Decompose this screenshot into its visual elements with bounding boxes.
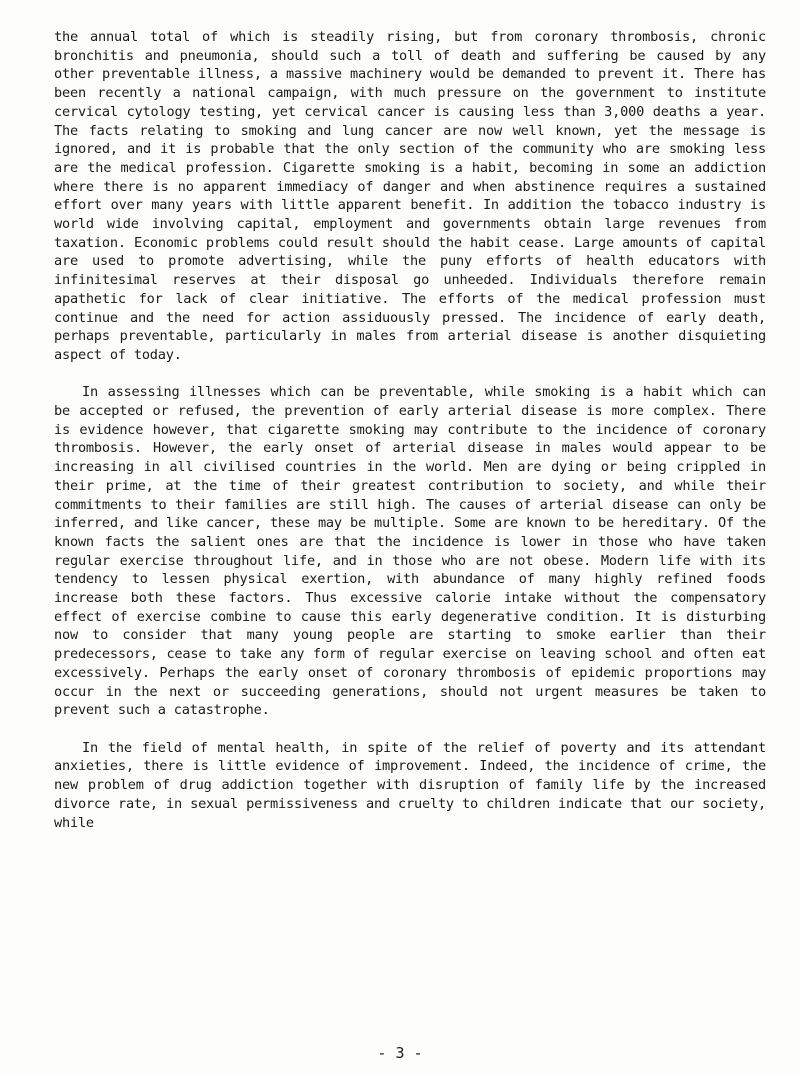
paragraph-2: In assessing illnesses which can be preventable, while smoking is a habit which can be accepted or refused, the prevention of early arterial disease is more complex. There is evidence however, that cigarette smoking may contribute to the incidence of coronary thrombosis. However, the early onset of arterial disease in males would appear to be increasing in all civilised countries in the world. Men are dying or being crippled in their prime, at the time of their greatest contribution to society, and while their commitments to their families are still high. The causes of arterial disease can only be inferred, and like cancer, these may be multiple. Some are known to be hereditary. Of the known facts the salient ones are that the incidence is lower in those who have taken regular exercise throughout life, and in those who are not obese. Modern life with its tendency to lessen physical exertion, with abundance of many highly refined foods increase both these factors. Thus excessive calorie intake without the compensatory effect of exercise combine to cause this early degenerative condition. It is disturbing now to consider that many young people are starting to smoke earlier than their predecessors, cease to take any form of regular exercise on leaving school and often eat excessively. Perhaps the early onset of coronary thrombosis of epidemic proportions may occur in the next or succeeding generations, should not urgent measures be taken to prevent such a catastrophe.: [54, 384, 766, 719]
paragraph-3: In the field of mental health, in spite of the relief of poverty and its attendant anxieties, there is little evidence of improvement. Indeed, the incidence of crime, the new problem of drug addiction together with disruption of family life by the increased divorce rate, in sexual permissiveness and cruelty to children indicate that our society, while: [54, 739, 766, 831]
page-number: - 3 -: [377, 1044, 423, 1062]
paragraph-1: the annual total of which is steadily rising, but from coronary thrombosis, chronic bronchitis and pneumonia, should such a toll of death and suffering be caused by any other preventable illness, a massive machinery would be demanded to prevent it. There has been recently a national campaign, with much pressure on the government to institute cervical cytology testing, yet cervical cancer is causing less than 3,000 deaths a year. The facts relating to smoking and lung cancer are now well known, yet the message is ignored, and it is probable that the only section of the community who are smoking less are the medical profession. Cigarette smoking is a habit, becoming in some an addiction where there is no apparent immediacy of danger and when abstinence requires a sustained effort over many years with little apparent benefit. In addition the tobacco industry is world wide involving capital, employment and governments obtain large revenues from taxation. Economic problems could result should the habit cease. Large amounts of capital are used to promote advertising, while the puny efforts of health educators with infinitesimal reserves at their disposal go unheeded. Individuals therefore remain apathetic for lack of clear initiative. The efforts of the medical profession must continue and the need for action assiduously pressed. The incidence of early death, perhaps preventable, particularly in males from arterial disease is another disquieting aspect of today.: [54, 29, 766, 363]
body-text: [54, 28, 766, 851]
